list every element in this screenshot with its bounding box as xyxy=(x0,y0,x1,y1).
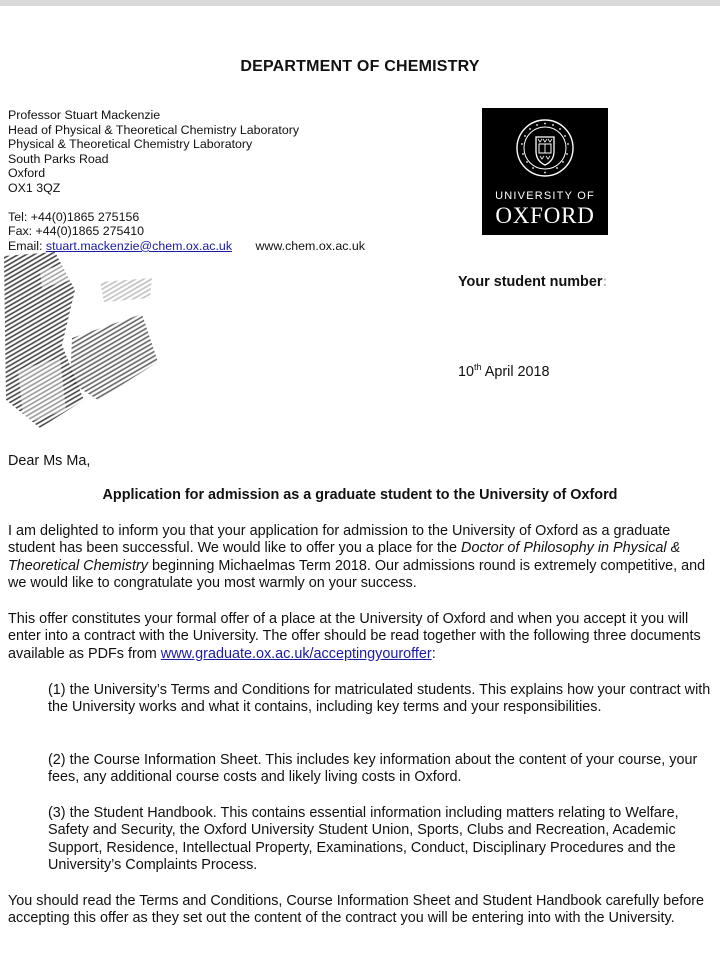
sender-fax: Fax: +44(0)1865 275410 xyxy=(8,224,145,239)
list-item-handbook: (3) the Student Handbook. This contains essential information including matters relating to Welfare, Safety and Security, the Oxford University Student Union, Sports, Clubs and Recreation, Academic Support, Residence, Intellectual Property, Examinations, Conduct, Disciplinary Procedures and the University’s Complaints Process. xyxy=(48,805,679,874)
sender-lab: Physical & Theoretical Chemistry Laboratory xyxy=(8,137,253,152)
student-number-label: Your student number: xyxy=(458,274,608,290)
accepting-offer-link[interactable]: www.graduate.ox.ac.uk/acceptingyouroffer xyxy=(160,645,432,662)
paragraph-contract: This offer constitutes your formal offer of a place at the University of Oxford and when you accept it you will enter into a contract with the University. The offer should be read together with the following three documents available as PDFs from www.graduate.ox.ac.uk/acceptingyouroffer: xyxy=(8,611,701,662)
redacted-recipient-address xyxy=(0,250,230,440)
list-item-course-info: (2) the Course Information Sheet. This includes key information about the content of your course, your fees, any additional course costs and likely living costs in Oxford. xyxy=(48,752,698,786)
logo-line-oxford: OXFORD xyxy=(495,203,595,228)
sender-name: Professor Stuart Mackenzie xyxy=(8,108,161,122)
list-item-terms: (1) the University’s Terms and Conditions for matriculated students. This explains how your contract with the University works and what it contains, including key terms and your responsibilities. xyxy=(48,682,711,716)
oxford-crest-icon xyxy=(515,118,575,178)
email-link[interactable]: stuart.mackenzie@chem.ox.ac.uk xyxy=(45,238,233,253)
department-title: DEPARTMENT OF CHEMISTRY xyxy=(240,58,480,75)
salutation: Dear Ms Ma, xyxy=(8,453,91,469)
sender-postcode: OX1 3QZ xyxy=(8,180,61,195)
paragraph-closing: You should read the Terms and Conditions, Course Information Sheet and Student Handbook carefully before accepting this offer as they set out the content of the contract you will be entering into with the University. xyxy=(8,893,704,927)
sender-tel: Tel: +44(0)1865 275156 xyxy=(8,209,140,224)
logo-line-university: UNIVERSITY OF xyxy=(495,190,595,202)
course-name: Doctor of Philosophy in Physical & Theoretical Chemistry xyxy=(8,540,681,574)
email-label: Email: xyxy=(8,238,43,253)
paragraph-offer: I am delighted to inform you that your application for admission to the University of Oxford as a graduate student has been successful. We would like to offer you a place for the Doctor of Philosophy in Physical & Theoretical Chemistry beginning Michaelmas Term 2018. Our admissions round is extremely competitive, and we would like to congratulate you most warmly on your success. xyxy=(8,523,706,592)
sender-role: Head of Physical & Theoretical Chemistry Laboratory xyxy=(8,122,300,137)
website-text: www.chem.ox.ac.uk xyxy=(255,238,365,253)
sender-address xyxy=(8,108,365,253)
sender-street: South Parks Road xyxy=(8,151,109,166)
oxford-logo xyxy=(482,108,608,235)
top-edge xyxy=(0,0,720,6)
letter-date: 10th April 2018 xyxy=(458,362,550,380)
sender-city: Oxford xyxy=(8,166,46,181)
letter-subject: Application for admission as a graduate student to the University of Oxford xyxy=(102,487,618,503)
